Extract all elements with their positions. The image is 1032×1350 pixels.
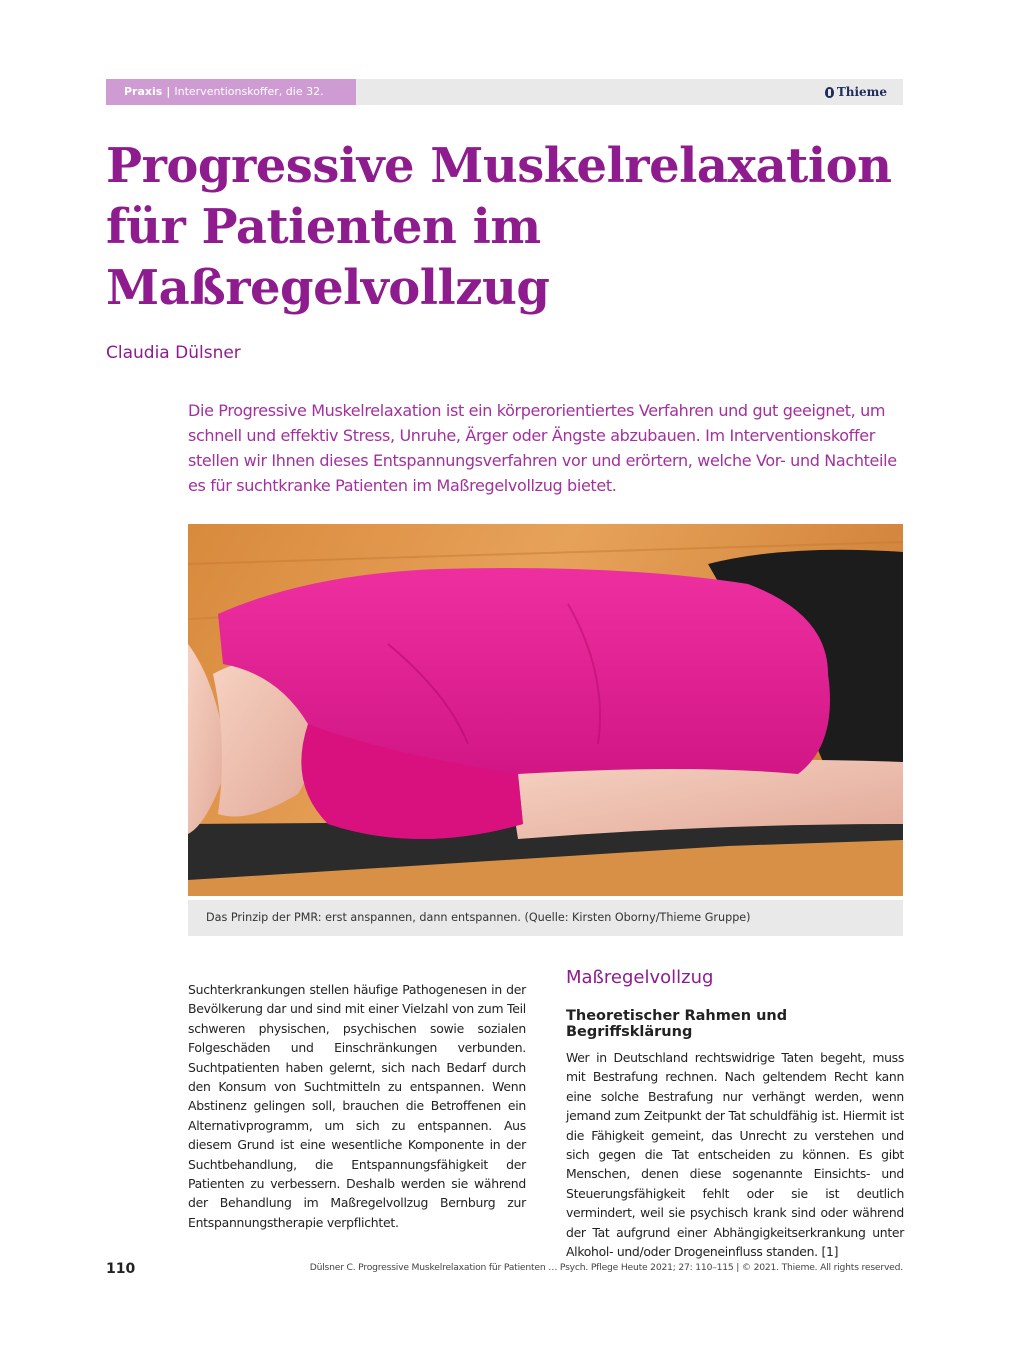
- page-number: 110: [106, 1261, 136, 1277]
- publisher-logo: [825, 79, 887, 105]
- footer-citation: Dülsner C. Progressive Muskelrelaxation für Patienten … Psych. Pflege Heute 2021; 27: 110–115 | © 2021. Thieme. All rights reserved.: [309, 1262, 903, 1273]
- body-left-column: Suchterkrankungen stellen häufige Pathogenesen in der Bevölkerung dar und sind mit einer Vielzahl von zum Teil schweren physischen, psychischen sowie sozialen Folgeschäden und Einschränkungen verbunden. Suchtpatienten haben gelernt, sich nach Bedarf durch den Konsum von Suchtmitteln zu entspannen. Wenn Abstinenz gelingen soll, brauchen die Betroffenen ein Alternativprogramm, um sich zu entspannen. Aus diesem Grund ist eine wesentliche Komponente in der Suchtbehandlung, die Entspannungsfähigkeit der Patienten zu verbessern. Deshalb werden sie während der Behandlung im Maßregelvollzug Bernburg zur Entspannungstherapie verpflichtet.: [188, 982, 526, 1230]
- article-title: Progressive Muskelrelaxation für Patienten im Maßregelvollzug: [106, 138, 892, 316]
- section-heading: Maßregelvollzug: [566, 967, 714, 988]
- article-lead: Die Progressive Muskelrelaxation ist ein körperorientiertes Verfahren und gut geeignet, um schnell und effektiv Stress, Unruhe, Ärger oder Ängste abzubauen. Im Interventionskoffer stellen wir Ihnen dieses Entspannungsverfahren vor und erörtern, welche Vor- und Nachteile es für suchtkranke Patienten im Maßregelvollzug bietet.: [188, 401, 897, 495]
- publisher-name: Thieme: [836, 85, 887, 99]
- figure-caption: Das Prinzip der PMR: erst anspannen, dann entspannen. (Quelle: Kirsten Oborny/Thieme Gruppe): [188, 900, 903, 936]
- section-label: Praxis: [124, 85, 163, 98]
- section-tag: [106, 79, 356, 105]
- body-right-text: Wer in Deutschland rechtswidrige Taten begeht, muss mit Bestrafung rechnen. Nach geltendem Recht kann eine solche Bestrafung nur verhängt werden, wenn jemand zum Zeitpunkt der Tat schuldfähig ist. Hiermit ist die Fähigkeit gemeint, das Unrecht zu verstehen und sich gegen die Tat entscheiden zu können. Es gibt Menschen, denen diese sogenannte Einsichts- und Steuerungsfähigkeit fehlt oder sie ist deutlich vermindert, weil sie psychisch krank sind oder während der Tat aufgrund einer Abhängigkeitserkrankung unter Alkohol- und/oder Drogeneinfluss standen. [1]: [566, 1050, 904, 1260]
- series-label: Interventionskoffer, die 32.: [174, 85, 324, 98]
- article-photo: [188, 524, 903, 896]
- body-right-column: [566, 967, 904, 1261]
- article-author: Claudia Dülsner: [106, 343, 241, 363]
- running-header: [106, 79, 903, 105]
- header-separator: |: [166, 85, 171, 98]
- subsection-heading: Theoretischer Rahmen und Begriffsklärung: [566, 1008, 788, 1040]
- thieme-logo-icon: [825, 87, 834, 98]
